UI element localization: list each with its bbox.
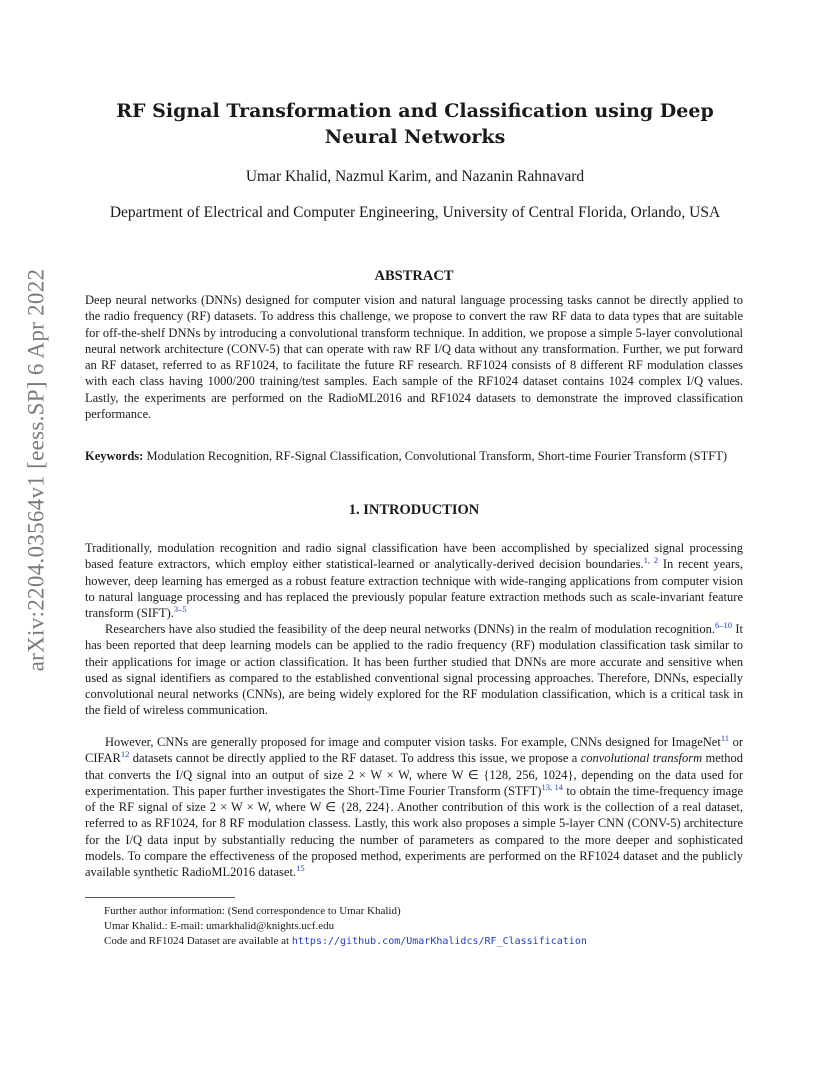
intro-p1-text-a: Traditionally, modulation recognition and radio signal classification have been accomplished by specialized signal processing based feature extractors, which employ either statistical-learned or analytically-derived decision boundaries. (85, 541, 743, 572)
citation-link[interactable]: 13, 14 (541, 781, 563, 792)
keywords-text: Modulation Recognition, RF-Signal Classification, Convolutional Transform, Short-time Fourier Transform (STFT) (146, 449, 728, 463)
intro-p2-text-b: It has been reported that deep learning models can be applied to the radio frequency (RF) modulation classification task similar to their applications for image or action classification. It has been further studied that DNNs are more accurate and sensitive when used as signal identifiers as compared to the established conventional signal processing approaches. Therefore, DNNs, especially convolutional neural networks (CNNs), are being widely explored for the RF modulation classification, which is a critical task in the field of wireless communication. (85, 622, 743, 718)
intro-p3-text-a: However, CNNs are generally proposed for image and computer vision tasks. For example, CNNs designed for ImageNet (105, 735, 721, 749)
footnote-author-info: Further author information: (Send correspondence to Umar Khalid) (104, 905, 401, 917)
citation-link[interactable]: 1, 2 (643, 555, 659, 566)
citation-link[interactable]: 15 (296, 863, 305, 874)
intro-paragraph-2 (85, 621, 743, 719)
arxiv-identifier-text: arXiv:2204.03564v1 [eess.SP] 6 Apr 2022 (23, 268, 48, 672)
footnote-email: Umar Khalid.: E-mail: umarkhalid@knights.ucf.edu (104, 920, 335, 932)
intro-p3-text-c: datasets cannot be directly applied to the RF dataset. To address this issue, we propose a (129, 751, 581, 766)
intro-p2-text-a: Researchers have also studied the feasibility of the deep neural networks (DNNs) in the realm of modulation recognition. (105, 622, 715, 636)
arxiv-identifier-stamp (23, 268, 48, 672)
footnote-code-text: Code and RF1024 Dataset are available at (104, 935, 292, 947)
keywords-block (85, 448, 743, 464)
abstract-text: Deep neural networks (DNNs) designed for computer vision and natural language processing tasks cannot be directly applied to the radio frequency (RF) datasets. To address this challenge, we propose to convert the raw RF data to data types that are suitable for off-the-shelf DNNs by introducing a convolutional transform technique. In addition, we propose a simple 5-layer convolutional neural network architecture (CONV-5) that can operate with raw RF I/Q data without any transformation. Further, we put forward an RF dataset, referred to as RF1024, to facilitate the future RF research. RF1024 consists of 8 different RF modulation classes with each class having 1000/200 training/test samples. Each sample of the RF1024 dataset contains 1024 complex I/Q values. Lastly, the experiments are performed on the RadioML2016 and RF1024 datasets to demonstrate the improved classification performance. (85, 293, 743, 422)
paper-authors: Umar Khalid, Nazmul Karim, and Nazanin Rahnavard (245, 168, 585, 185)
citation-link[interactable]: 3–5 (173, 604, 187, 615)
intro-paragraph-1 (85, 540, 743, 621)
introduction-heading: 1. INTRODUCTION (348, 502, 480, 518)
intro-p3-text-b: or CIFAR (85, 735, 743, 766)
footnote-code-availability (104, 934, 744, 949)
citation-link[interactable]: 6–10 (715, 619, 732, 630)
paper-affiliation: Department of Electrical and Computer Engineering, University of Central Florida, Orlando, USA (109, 204, 721, 221)
citation-link[interactable]: 12 (120, 749, 130, 760)
github-link[interactable]: https://github.com/UmarKhalidcs/RF_Classification (291, 936, 587, 947)
intro-paragraph-3 (85, 734, 743, 881)
paper-title: RF Signal Transformation and Classification using Deep Neural Networks (116, 100, 714, 148)
abstract-heading: ABSTRACT (374, 268, 454, 284)
intro-p3-text-d: method that converts the I/Q signal into an output of size 2 × W × W, where W ∈ {128, 256, 1024}, depending on the data used for experimentation. This paper further investigates the Short-Time Fourier Transform (STFT) (85, 751, 743, 798)
intro-p3-emphasis: convolutional transform (580, 751, 703, 766)
intro-p1-text-b: In recent years, however, deep learning has emerged as a robust feature extraction technique with wide-ranging applications from computer vision to natural language processing and has replaced the previously popular feature extraction methods such as scale-invariant feature transform (SIFT). (85, 557, 743, 621)
footnote-divider (85, 897, 235, 898)
citation-link[interactable]: 11 (720, 732, 729, 743)
keywords-label: Keywords: (85, 449, 144, 463)
intro-p3-text-e: to obtain the time-frequency image of the RF signal of size 2 × W × W, where W ∈ {28, 224}. Another contribution of this work is the collection of a real dataset, referred to as RF1024, for 8 RF modulation classess. Lastly, this work also proposes a simple 5-layer CNN (CONV-5) architecture for the I/Q data input by substantially reducing the number of parameters as compared to the more deeper and sophisticated models. To compare the effectiveness of the proposed method, experiments are performed on the RF1024 dataset and the publicly available synthetic RadioML2016 dataset. (85, 783, 743, 880)
